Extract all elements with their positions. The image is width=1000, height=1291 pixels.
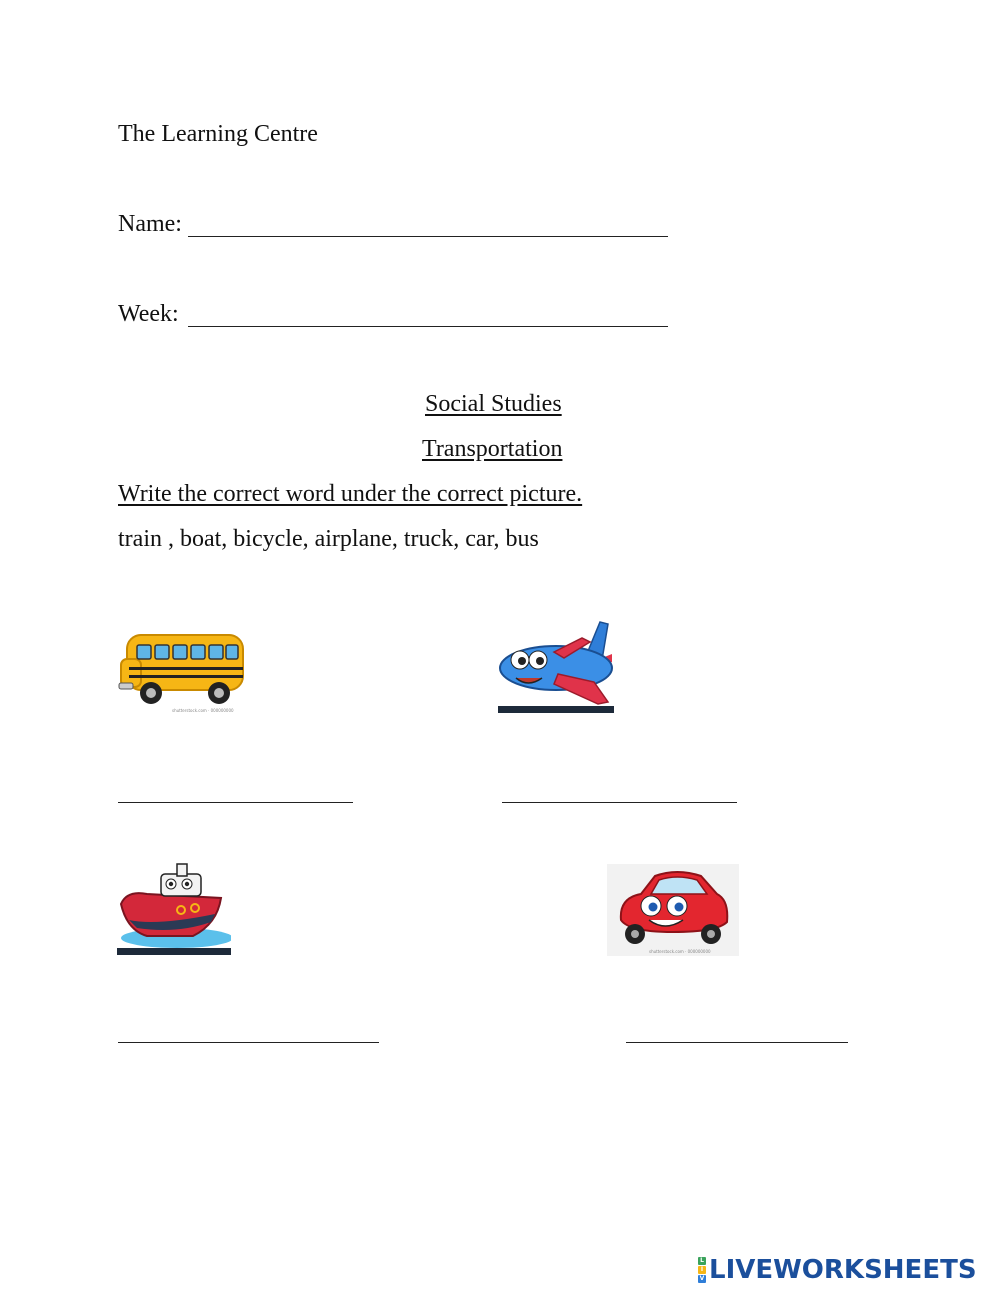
school-bus-icon	[117, 625, 247, 715]
topic-title: Transportation	[422, 436, 563, 462]
week-field[interactable]	[188, 326, 668, 327]
car-image-credit: shutterstock.com · 000000000	[649, 949, 711, 954]
name-field[interactable]	[188, 236, 668, 237]
week-label: Week:	[118, 301, 179, 327]
answer-blank-car[interactable]	[626, 1042, 848, 1043]
answer-blank-airplane[interactable]	[502, 802, 737, 803]
car-icon	[607, 864, 739, 956]
logo-block: L	[698, 1257, 706, 1265]
school-bus-image	[117, 625, 247, 715]
boat-icon	[117, 860, 231, 956]
brand-name: LIVEWORKSHEETS	[709, 1255, 977, 1285]
word-bank: train , boat, bicycle, airplane, truck, car, bus	[118, 526, 539, 552]
answer-blank-bus[interactable]	[118, 802, 353, 803]
instructions-prompt: Write the correct word under the correct picture.	[118, 481, 583, 507]
name-label: Name:	[118, 211, 182, 237]
logo-blocks-icon	[698, 1257, 706, 1283]
logo-block: V	[699, 1275, 705, 1282]
answer-blank-boat[interactable]	[118, 1042, 379, 1043]
liveworksheets-logo	[698, 1255, 977, 1285]
airplane-image	[498, 618, 614, 714]
airplane-icon	[498, 618, 614, 714]
school-name: The Learning Centre	[118, 121, 318, 147]
boat-image	[117, 860, 231, 956]
subject-title: Social Studies	[425, 391, 562, 417]
logo-block: I	[698, 1266, 706, 1274]
car-image	[607, 864, 739, 956]
bus-image-credit: shutterstock.com · 000000000	[172, 708, 234, 713]
